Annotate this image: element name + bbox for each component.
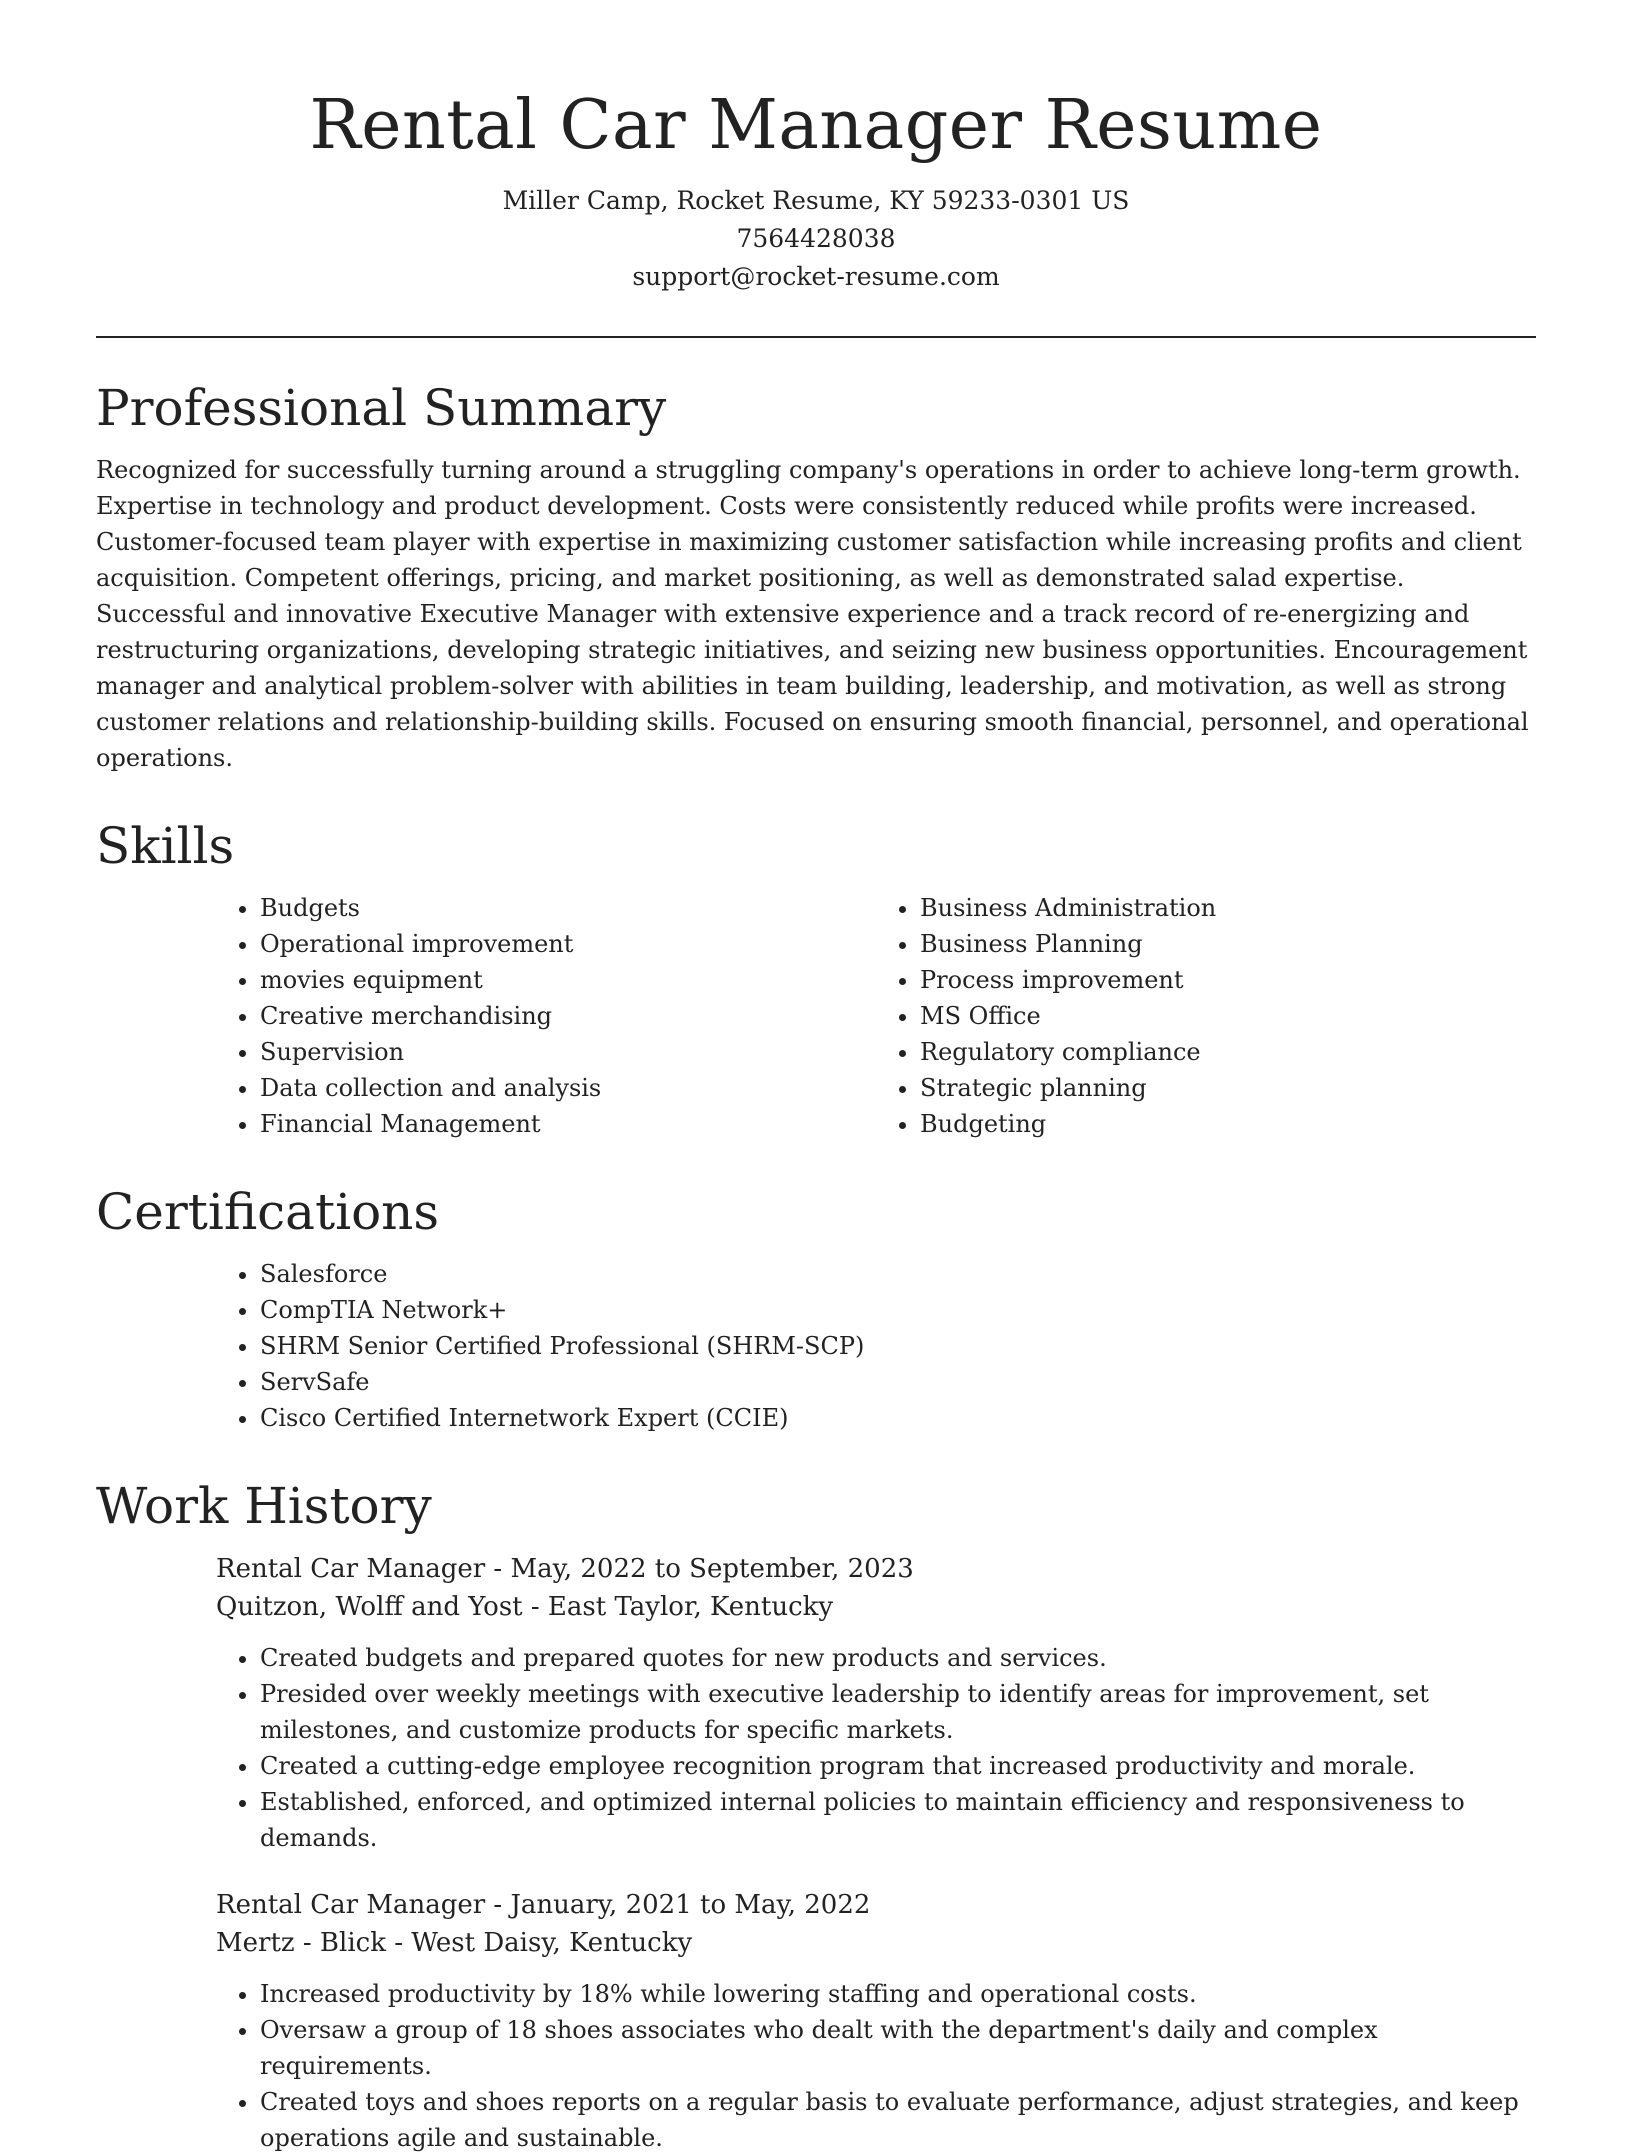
job-bullet: • Oversaw a group of 18 shoes associates who dealt with the department's daily and complex requirements. [260, 2012, 1536, 2084]
header-divider [96, 336, 1536, 338]
certification-item: • Salesforce [260, 1256, 1536, 1292]
job-bullet: • Presided over weekly meetings with executive leadership to identify areas for improvement, set milestones, and customize products for specific markets. [260, 1676, 1536, 1748]
certification-item: • ServSafe [260, 1364, 1536, 1400]
job-bullet: • Created toys and shoes reports on a regular basis to evaluate performance, adjust strategies, and keep operations agile and sustainable. [260, 2084, 1536, 2156]
work-history-heading: Work History [96, 1477, 432, 1535]
skill-item: • Budgeting [920, 1106, 1536, 1142]
job-bullet: • Increased productivity by 18% while lowering staffing and operational costs. [260, 1976, 1536, 2012]
job-company: Quitzon, Wolff and Yost - East Taylor, Kentucky [216, 1592, 834, 1622]
skill-item: • MS Office [920, 998, 1536, 1034]
skill-item: • Creative merchandising [260, 998, 876, 1034]
skill-item: • Budgets [260, 890, 876, 926]
job-entry [216, 1550, 1536, 1856]
skills-section [96, 816, 1536, 1142]
work-history-section [96, 1476, 1536, 2156]
skills-list-left [216, 890, 876, 1142]
certification-item: • SHRM Senior Certified Professional (SHRM-SCP) [260, 1328, 1536, 1364]
certifications-list [216, 1256, 1536, 1436]
skill-item: • Business Planning [920, 926, 1536, 962]
job-bullet: • Created budgets and prepared quotes for new products and services. [260, 1640, 1536, 1676]
summary-section [96, 378, 1536, 776]
skill-item: • Strategic planning [920, 1070, 1536, 1106]
summary-text: Recognized for successfully turning around a struggling company's operations in order to achieve long-term growth. Expertise in technology and product development. Costs were consistently reduced while profits were increased. Customer-focused team player with expertise in maximizing customer satisfaction while increasing profits and client acquisition. Competent offerings, pricing, and market positioning, as well as demonstrated salad expertise. Successful and innovative Executive Manager with extensive experience and a track record of re-energizing and restructuring organizations, developing strategic initiatives, and seizing new business opportunities. Encouragement manager and analytical problem-solver with abilities in team building, leadership, and motivation, as well as strong customer relations and relationship-building skills. Focused on ensuring smooth financial, personnel, and operational operations. [96, 456, 1529, 772]
job-bullet: • Established, enforced, and optimized internal policies to maintain efficiency and responsiveness to demands. [260, 1784, 1536, 1856]
job-entry [216, 1886, 1536, 2156]
skill-item: • Business Administration [920, 890, 1536, 926]
address: Miller Camp, Rocket Resume, KY 59233-0301 US [502, 186, 1130, 215]
skill-item: • Process improvement [920, 962, 1536, 998]
resume-header [96, 0, 1536, 296]
job-title: Rental Car Manager - May, 2022 to September, 2023 [216, 1554, 914, 1584]
skill-item: • Data collection and analysis [260, 1070, 876, 1106]
contact-info [96, 182, 1536, 296]
email: support@rocket-resume.com [632, 262, 1000, 291]
summary-heading: Professional Summary [96, 379, 667, 437]
skill-item: • movies equipment [260, 962, 876, 998]
resume-title: Rental Car Manager Resume [309, 86, 1323, 165]
job-bullets [216, 1640, 1536, 1856]
skills-grid [216, 890, 1536, 1142]
skills-heading: Skills [96, 817, 235, 875]
job-company: Mertz - Blick - West Daisy, Kentucky [216, 1928, 693, 1958]
certification-item: • CompTIA Network+ [260, 1292, 1536, 1328]
job-title: Rental Car Manager - January, 2021 to May, 2022 [216, 1890, 871, 1920]
certifications-section [96, 1182, 1536, 1436]
skills-list-right [876, 890, 1536, 1142]
certifications-heading: Certifications [96, 1183, 440, 1241]
skill-item: • Financial Management [260, 1106, 876, 1142]
skill-item: • Supervision [260, 1034, 876, 1070]
skill-item: • Operational improvement [260, 926, 876, 962]
certification-item: • Cisco Certified Internetwork Expert (CCIE) [260, 1400, 1536, 1436]
job-bullet: • Created a cutting-edge employee recognition program that increased productivity and morale. [260, 1748, 1536, 1784]
job-bullets [216, 1976, 1536, 2156]
phone: 7564428038 [736, 224, 896, 253]
skill-item: • Regulatory compliance [920, 1034, 1536, 1070]
